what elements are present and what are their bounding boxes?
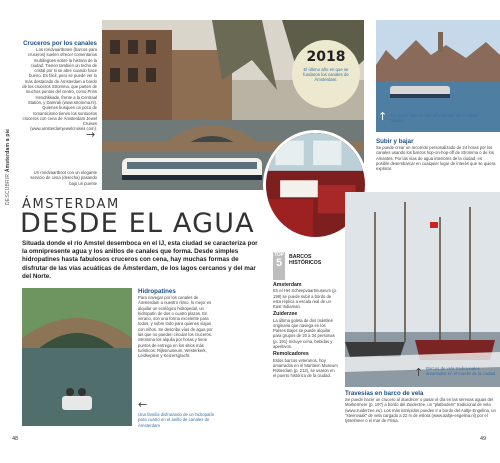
caption-boats: Barcos de vela tradicionales amarrados en el muelle de la ciudad [426,366,496,377]
arrow-left-icon: ← [138,398,148,411]
pedal-boat-photo [22,288,132,426]
travesias-heading: Travesías en barco de vela [345,390,424,397]
cruceros-heading: Cruceros por los canales [23,40,97,47]
year-badge [292,40,360,108]
caption-cruise: Un rondvaartboot con un elegante servicio de cena (derecha) pasando bajo un puente [30,170,97,186]
travesias-body: Se puede hacer un crucero al atardecer o pasar el día en las serenas aguas del Markermeer (p. 197) a bordo del Zuiderzee, un "platbodem" tradicional de vela (www.zuiderzee.eu). Los más intrépidos pueden ir a bordo del Aaltje Engelina, un "steenvaak" de vela cargado a 22 m de eslora (www.aaltje-engelina.nl) por el Ijsselmeer o el mar de Frisia. [345,397,496,424]
arrow-right-icon: → [86,128,96,141]
hidro-body: Para navegar por los canales de Ámsterdam a nuestro ritmo, lo mejor es alquilar un ecológico hidropedal, un hidropatín de dos o cuatro plazas. En verano, son una forma excelente para todos, y sobre todo para quienes viajan con niños. Se describe vías de agua por las que no pueden circular los cruceros. Stromma los alquila por horas y tiene puntos de entrega en los sitios más turísticos: Rijksmuseum, Westerkerk, Leidseplein y Keizersgracht. [138,295,213,359]
barco-item: Amsterdam En el Het Scheepvaartmuseum (p. 198) se puede subir a bordo de esta réplica a escala real de un East Indiaman. [273,282,338,310]
subir-section [376,138,496,171]
chapter-label: DESCUBRIR Ámsterdam a pie [5,128,11,205]
caption-pedal: Una familia disfrutando de un hidropatín para cuatro en el anillo de canales de Ámsterdam [138,412,215,428]
arrow-up-icon: ↑ [378,110,388,123]
travesias-section [345,390,497,423]
caption-hop: Un barco hop-on-hop-off saliendo de Centraal Station [391,113,479,124]
badge-text: El último año en que se fundaron los canales de Ámsterdam. [303,67,349,83]
sailing-boats-photo [345,192,500,387]
hidro-section [138,288,216,359]
hidro-heading: Hidropatines [138,288,176,295]
badge-year: 2018 [306,49,346,65]
page-number-right: 49 [480,436,487,442]
barco-item: Remolcadores Estos barcos veteranos, hoy amarrados en el Maritiem Museum Rotterdam (p. 212), se usaron en el puerto histórico de la ciudad. [273,351,338,379]
barco-item: Zuiderzee La última goleta de dos mástiles originaria que navega en los Países Bajos se puede alquilar para grupos de 20 a 34 personas (p. 191) Incluye cena, bebidas y aperitivos. [273,311,335,350]
subir-body: Se puede crear un recorrido personalizado de 24 horas por los canales usando los barcos hop-on-hop-off de Stromma o de los Amantes. Por las vías de agua interiores de la ciudad, es posible desembarcar en cualquier lugar de interés que se quiera explorar. [376,145,496,172]
arrow-up-icon: ↑ [414,366,424,379]
page-number-left: 48 [12,436,19,442]
cruceros-body: Los rondvaartboten (barcos para cruceros) suelen ofrecer comentarios multilingües sobre la historia de la ciudad. Tienen también un techo de cristal por si se abre cuando hace bueno. Es fácil, pero se puede ver lo más destacado de Ámsterdam a bordo de los cruceros Stromma, que parten de muchos puntos del centro, como Prins Hendrikkade, frente a la Centraal Station, y Damrak (www.stromma.nl). Quienes busquen un poco de romanticismo tienen los suntuosos cruceros con cena de Ámsterdam Jewel Cruises (www.amsterdamjewelcruises.com). [22,47,97,132]
cruceros-section [22,40,97,132]
intro-text: Situada donde el río Amstel desemboca en el IJ, esta ciudad se caracteriza por la omnipresente agua y los anillos de canales que forma. Desde simples hidropatines hasta fabulosos cruceros con cena, hay muchas formas de disfrutar de las vías acuáticas de Ámsterdam, de los lagos cercanos y del mar del Norte. [22,240,258,280]
page-kicker: ÁMSTERDAM [22,197,120,212]
page-title: DESDE EL AGUA [20,208,255,239]
subir-heading: Subir y bajar [376,138,414,145]
barcos-list [273,282,338,379]
top5-badge: TOP 5 [273,252,285,280]
top5-heading: BARCOS HISTÓRICOS [289,254,322,267]
